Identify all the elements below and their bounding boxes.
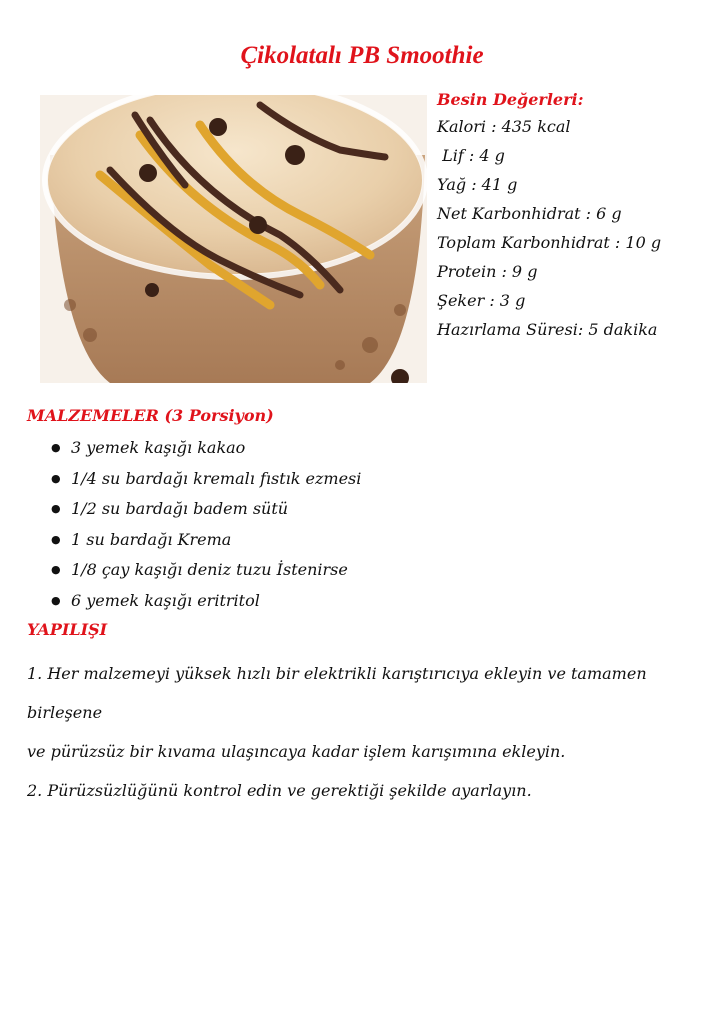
bullet-icon: ● <box>51 532 61 546</box>
bullet-icon: ● <box>51 441 61 454</box>
nutrition-row-fiber: Lif : 4 g <box>437 146 505 165</box>
instructions-text <box>27 654 707 810</box>
ingredients-list <box>27 433 361 617</box>
ingredient-text: 6 yemek kaşığı eritritol <box>71 590 260 610</box>
nutrition-row-net-carbs: Net Karbonhidrat : 6 g <box>437 204 622 223</box>
list-item <box>27 494 361 525</box>
instruction-line: ve pürüzsüz bir kıvama ulaşıncaya kadar işlem karışımına ekleyin. <box>27 742 566 761</box>
smoothie-illustration <box>40 95 427 383</box>
bullet-icon: ● <box>51 593 61 607</box>
nutrition-heading: Besin Değerleri: <box>437 90 584 109</box>
instruction-line: 2. Pürüzsüzlüğünü kontrol edin ve gerektiği şekilde ayarlayın. <box>27 781 532 800</box>
instructions-heading: YAPILIŞI <box>27 620 108 639</box>
list-item <box>27 555 361 586</box>
nutrition-row-prep-time: Hazırlama Süresi: 5 dakika <box>437 320 658 339</box>
ingredient-text: 1/4 su bardağı kremalı fıstık ezmesi <box>71 468 362 488</box>
list-item <box>27 525 361 556</box>
page-title: Çikolatalı PB Smoothie <box>240 42 484 69</box>
nutrition-row-calories: Kalori : 435 kcal <box>437 117 571 136</box>
nutrition-panel <box>437 88 717 344</box>
list-item <box>27 464 361 495</box>
ingredient-text: 1/8 çay kaşığı deniz tuzu İstenirse <box>71 560 348 580</box>
nutrition-row-total-carbs: Toplam Karbonhidrat : 10 g <box>437 233 662 252</box>
smoothie-photo <box>40 95 427 383</box>
bullet-icon: ● <box>51 502 61 516</box>
bullet-icon: ● <box>51 471 61 485</box>
ingredient-text: 1/2 su bardağı badem sütü <box>71 499 289 519</box>
nutrition-row-sugar: Şeker : 3 g <box>437 291 526 310</box>
nutrition-row-protein: Protein : 9 g <box>437 262 538 281</box>
list-item <box>27 586 361 617</box>
bullet-icon: ● <box>51 563 61 577</box>
ingredient-text: 3 yemek kaşığı kakao <box>71 438 246 457</box>
ingredients-heading: MALZEMELER (3 Porsiyon) <box>27 406 274 425</box>
nutrition-row-fat: Yağ : 41 g <box>437 175 518 194</box>
ingredient-text: 1 su bardağı Krema <box>71 529 232 549</box>
list-item <box>27 433 361 464</box>
instruction-line: 1. Her malzemeyi yüksek hızlı bir elektrikli karıştırıcıya ekleyin ve tamamen birleşene <box>27 664 647 722</box>
